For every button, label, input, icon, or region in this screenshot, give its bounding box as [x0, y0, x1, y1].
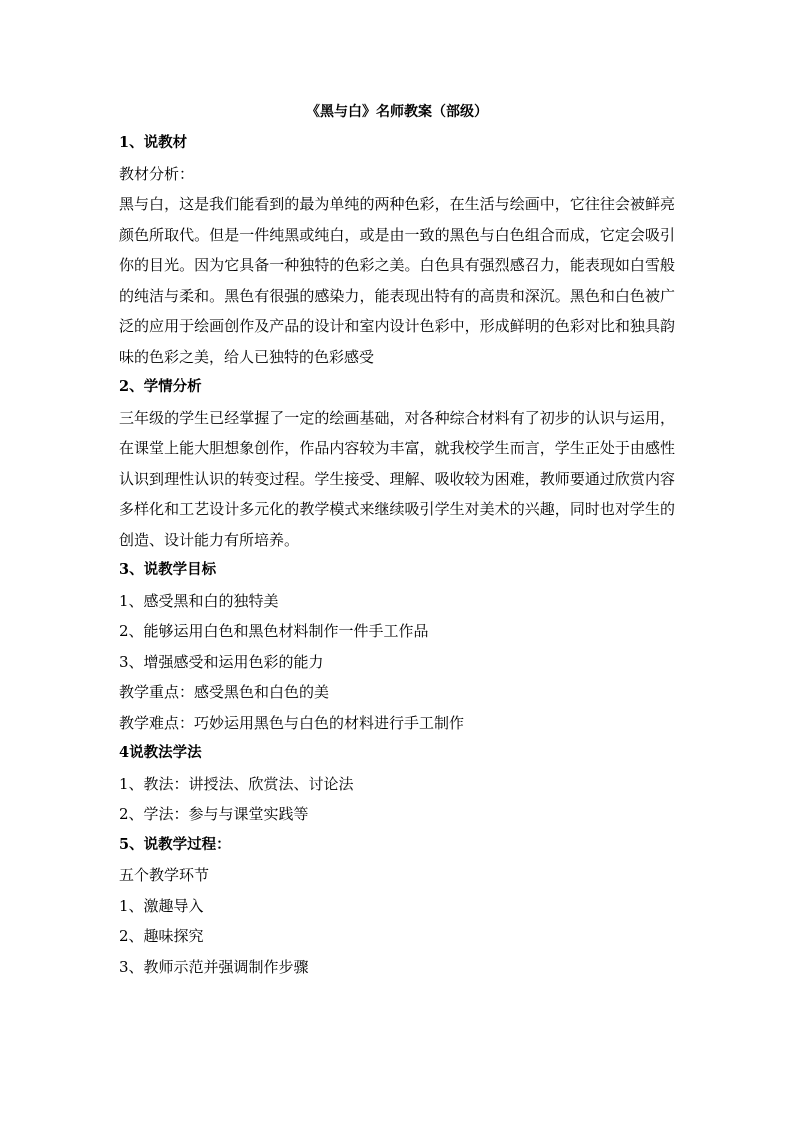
process-item-3: 3、教师示范并强调制作步骤	[119, 957, 309, 976]
document-title: 《黑与白》名师教案（部级）	[306, 104, 488, 120]
section-1-subheading: 教材分析：	[119, 164, 195, 183]
document-body	[119, 128, 675, 982]
section-2-heading: 2、学情分析	[119, 378, 202, 395]
method-item-1: 1、教法：讲授法、欣赏法、讨论法	[119, 774, 354, 793]
method-item-2: 2、学法：参与与课堂实践等	[119, 805, 309, 823]
teaching-key-point: 教学重点：感受黑色和白色的美	[119, 683, 330, 701]
section-5-heading: 5、说教学过程：	[119, 835, 231, 853]
section-1-heading: 1、说教材	[119, 134, 188, 151]
teaching-difficulty: 教学难点：巧妙运用黑色与白色的材料进行手工制作	[119, 713, 465, 732]
section-4-heading: 4说教法学法	[119, 744, 202, 761]
section-1-paragraph: 黑与白，这是我们能看到的最为单纯的两种色彩，在生活与绘画中，它往往会被鲜亮颜色所取代。但是一件纯黑或纯白，或是由一致的黑色与白色组合而成，它定会吸引你的目光。因为它具备一种独特的色彩之美。白色具有强烈感召力，能表现如白雪般的纯洁与柔和。黑色有很强的感染力，能表现出特有的高贵和深沉。黑色和白色被广泛的应用于绘画创作及产品的设计和室内设计色彩中，形成鲜明的色彩对比和独具韵味的色彩之美，给人已独特的色彩感受	[119, 195, 675, 366]
process-item-2: 2、趣味探究	[119, 927, 204, 945]
section-5-subheading: 五个教学环节	[119, 866, 210, 884]
goal-item-3: 3、增强感受和运用色彩的能力	[119, 652, 324, 671]
goal-item-2: 2、能够运用白色和黑色材料制作一件手工作品	[119, 622, 429, 640]
section-3-heading: 3、说教学目标	[119, 561, 217, 578]
goal-item-1: 1、感受黑和白的独特美	[119, 591, 279, 610]
section-2-paragraph: 三年级的学生已经掌握了一定的绘画基础，对各种综合材料有了初步的认识与运用，在课堂上能大胆想象创作，作品内容较为丰富，就我校学生而言，学生正处于由感性认识到理性认识的转变过程。学生接受、理解、吸收较为困难，教师要通过欣赏内容多样化和工艺设计多元化的教学模式来继续吸引学生对美术的兴趣，同时也对学生的创造、设计能力有所培养。	[119, 408, 675, 549]
process-item-1: 1、激趣导入	[119, 896, 204, 915]
